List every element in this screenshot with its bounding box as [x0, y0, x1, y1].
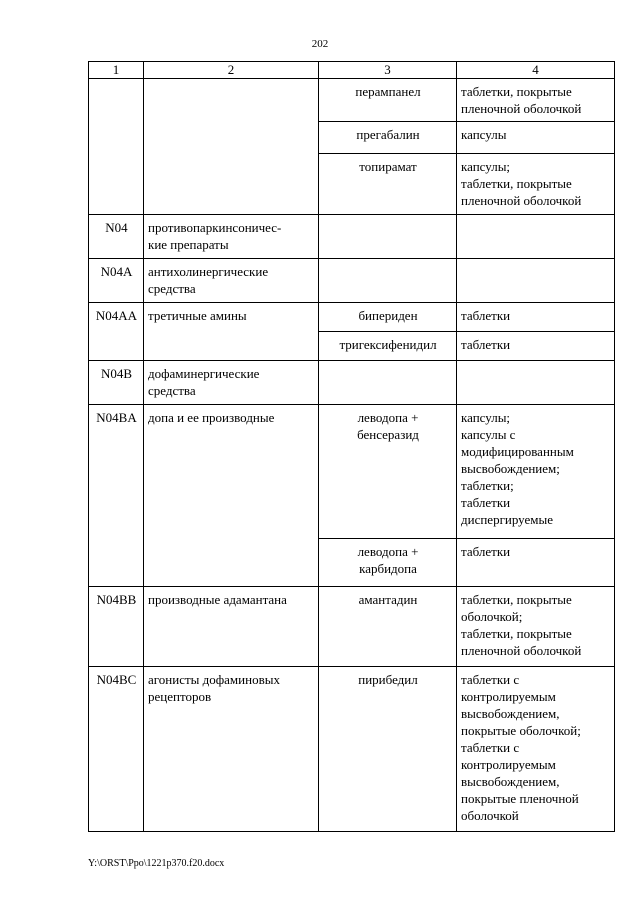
column-header: 2	[144, 62, 319, 79]
dosage-form-cell	[457, 361, 615, 405]
drug-name-cell: леводопа + бенсеразид	[319, 405, 457, 539]
drug-table	[88, 61, 615, 832]
file-path-footer: Y:\ORST\Ppo\1221p370.f20.docx	[88, 858, 225, 869]
dosage-form-cell: таблетки	[457, 303, 615, 332]
group-cell: противопаркинсоничес- кие препараты	[144, 215, 319, 259]
dosage-form-cell: таблетки	[457, 539, 615, 587]
group-cell: производные адамантана	[144, 587, 319, 667]
code-cell: N04AA	[89, 303, 144, 361]
column-header: 1	[89, 62, 144, 79]
table-header-row	[89, 62, 615, 79]
dosage-form-cell	[457, 215, 615, 259]
table-row	[89, 303, 615, 332]
group-cell: дофаминергические средства	[144, 361, 319, 405]
drug-name-cell: леводопа + карбидопа	[319, 539, 457, 587]
column-header: 4	[457, 62, 615, 79]
group-cell: агонисты дофаминовых рецепторов	[144, 667, 319, 832]
page-number: 202	[311, 38, 329, 50]
dosage-form-cell	[457, 259, 615, 303]
column-header: 3	[319, 62, 457, 79]
table-row	[89, 667, 615, 832]
dosage-form-cell: таблетки	[457, 332, 615, 361]
code-cell: N04BA	[89, 405, 144, 587]
dosage-form-cell: капсулы	[457, 122, 615, 154]
group-cell: допа и ее производные	[144, 405, 319, 587]
table-row	[89, 259, 615, 303]
table-row	[89, 215, 615, 259]
drug-name-cell	[319, 215, 457, 259]
code-cell: N04B	[89, 361, 144, 405]
code-cell	[89, 79, 144, 215]
dosage-form-cell: капсулы; таблетки, покрытые пленочной оболочкой	[457, 154, 615, 215]
drug-name-cell: амантадин	[319, 587, 457, 667]
drug-name-cell: бипериден	[319, 303, 457, 332]
table-row	[89, 405, 615, 539]
drug-name-cell: перампанел	[319, 79, 457, 122]
dosage-form-cell: таблетки, покрытые оболочкой; таблетки, покрытые пленочной оболочкой	[457, 587, 615, 667]
drug-name-cell: топирамат	[319, 154, 457, 215]
dosage-form-cell: капсулы; капсулы с модифицированным высвобождением; таблетки; таблетки диспергируемые	[457, 405, 615, 539]
table-row	[89, 587, 615, 667]
drug-name-cell: прегабалин	[319, 122, 457, 154]
code-cell: N04A	[89, 259, 144, 303]
drug-name-cell	[319, 259, 457, 303]
code-cell: N04BC	[89, 667, 144, 832]
dosage-form-cell: таблетки, покрытые пленочной оболочкой	[457, 79, 615, 122]
group-cell	[144, 79, 319, 215]
table-row	[89, 361, 615, 405]
drug-name-cell: пирибедил	[319, 667, 457, 832]
dosage-form-cell: таблетки с контролируемым высвобождением, покрытые оболочкой; таблетки с контролируемым высвобождением, покрытые пленочной оболочкой	[457, 667, 615, 832]
code-cell: N04	[89, 215, 144, 259]
drug-name-cell: тригексифенидил	[319, 332, 457, 361]
group-cell: антихолинергические средства	[144, 259, 319, 303]
table-row	[89, 79, 615, 122]
code-cell: N04BB	[89, 587, 144, 667]
drug-name-cell	[319, 361, 457, 405]
group-cell: третичные амины	[144, 303, 319, 361]
